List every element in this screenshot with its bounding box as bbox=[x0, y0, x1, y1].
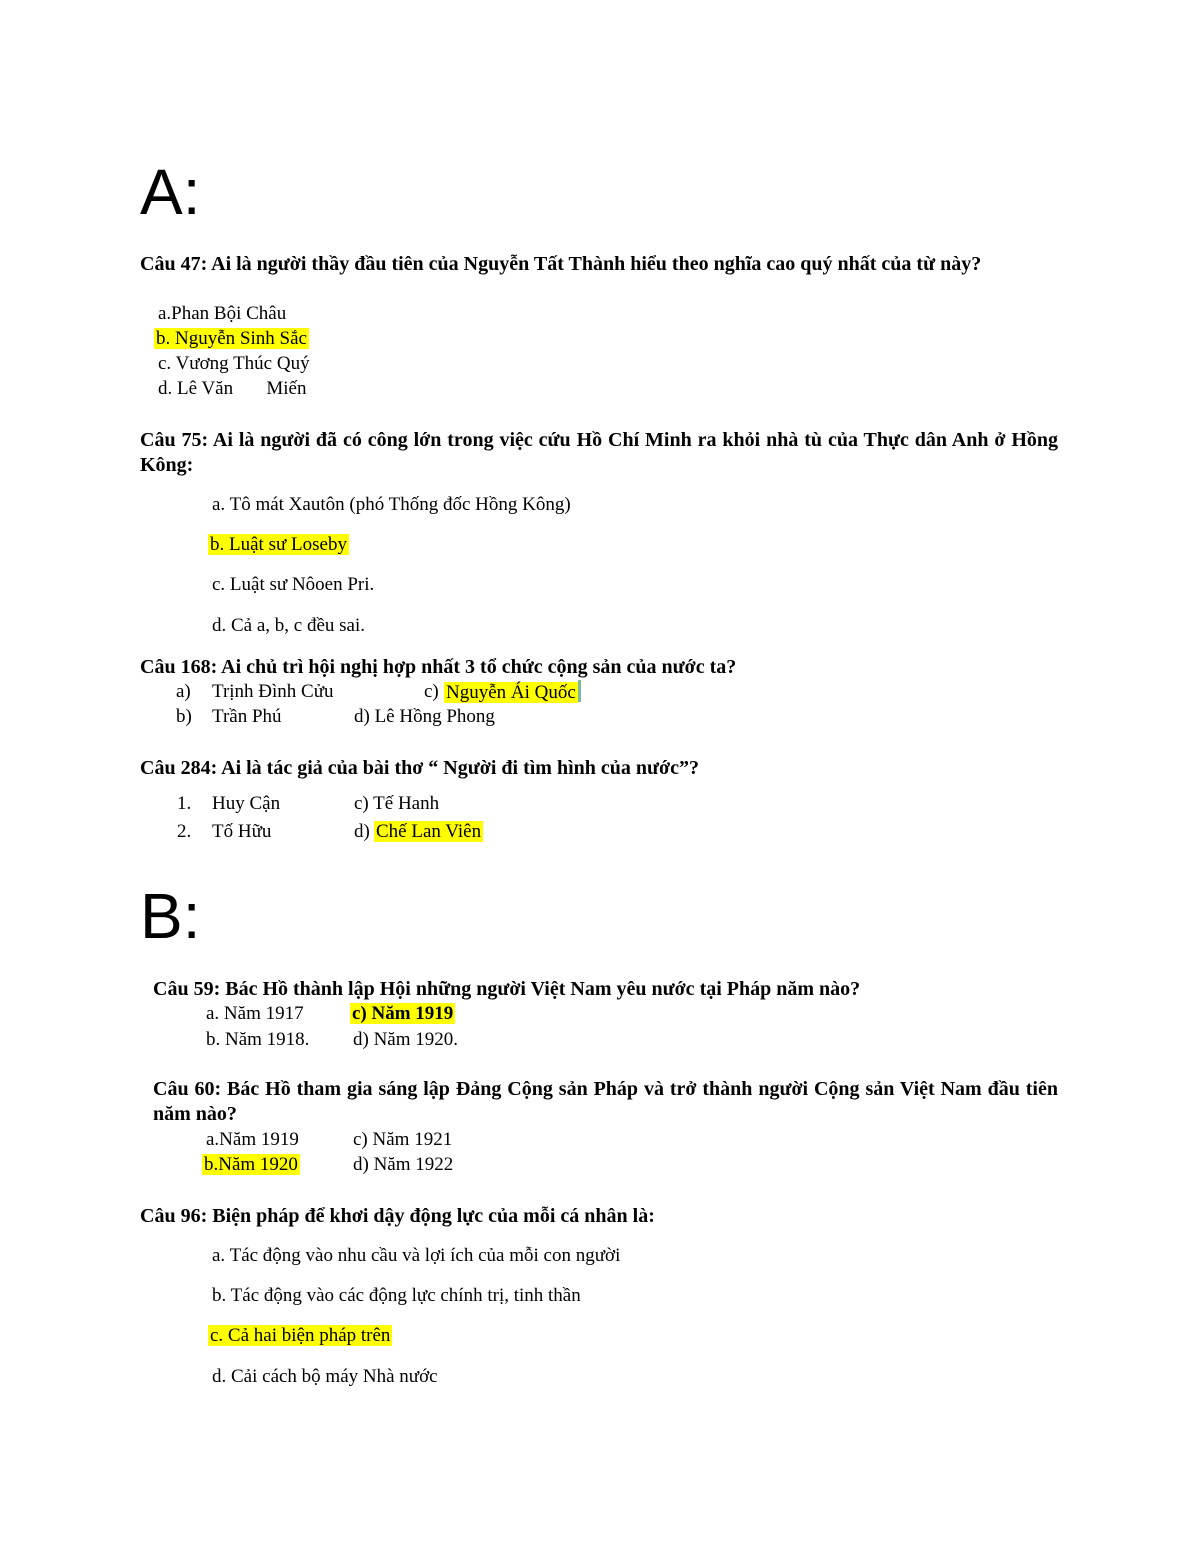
q284-option-d-marker: d) bbox=[354, 821, 370, 842]
q168-option-c-text: Nguyễn Ái Quốc bbox=[446, 682, 576, 703]
q168-option-c bbox=[444, 680, 581, 705]
q75-option-c: c. Luật sư Nôoen Pri. bbox=[212, 574, 375, 595]
q59-option-b: b. Năm 1918. bbox=[206, 1029, 310, 1050]
q96-option-d: d. Cải cách bộ máy Nhà nước bbox=[212, 1366, 438, 1387]
q75-option-b-text: b. Luật sư Loseby bbox=[210, 534, 347, 555]
q60-option-a: a.Năm 1919 bbox=[206, 1129, 299, 1150]
q96-option-b: b. Tác động vào các động lực chính trị, tinh thần bbox=[212, 1285, 581, 1306]
q59-option-c-text: c) Năm 1919 bbox=[352, 1003, 454, 1024]
q168-option-c-marker: c) bbox=[424, 681, 439, 702]
q168-question: Câu 168: Ai chủ trì hội nghị hợp nhất 3 tổ chức cộng sản của nước ta? bbox=[140, 656, 737, 678]
q75-question: Câu 75: Ai là người đã có công lớn trong việc cứu Hồ Chí Minh ra khỏi nhà tù của Thực dân Anh ở Hồng Kông: bbox=[140, 429, 1058, 476]
q47-question: Câu 47: Ai là người thầy đầu tiên của Nguyễn Tất Thành hiểu theo nghĩa cao quý nhất của từ này? bbox=[140, 253, 982, 275]
q168-option-b: Trần Phú bbox=[212, 706, 282, 727]
q47-option-c: c. Vương Thúc Quý bbox=[158, 353, 310, 374]
q284-option-d bbox=[374, 820, 483, 844]
section-a-heading: A: bbox=[140, 156, 201, 228]
q59-question: Câu 59: Bác Hồ thành lập Hội những người Việt Nam yêu nước tại Pháp năm nào? bbox=[153, 978, 861, 1000]
q168-option-b-marker: b) bbox=[176, 706, 192, 727]
q96-option-a: a. Tác động vào nhu cầu và lợi ích của mỗi con người bbox=[212, 1245, 621, 1266]
q96-question: Câu 96: Biện pháp để khơi dậy động lực của mỗi cá nhân là: bbox=[140, 1205, 655, 1227]
q284-number-2: 2. bbox=[177, 821, 192, 842]
q284-option-2: Tố Hữu bbox=[212, 821, 272, 842]
q60-option-c: c) Năm 1921 bbox=[353, 1129, 453, 1150]
q75-option-b bbox=[208, 533, 349, 557]
q60-option-b bbox=[202, 1153, 300, 1177]
q96-option-c-text: c. Cả hai biện pháp trên bbox=[210, 1325, 391, 1346]
q75-option-a: a. Tô mát Xautôn (phó Thống đốc Hồng Kông) bbox=[212, 494, 571, 515]
q168-option-a-marker: a) bbox=[176, 681, 191, 702]
q75-option-d: d. Cả a, b, c đều sai. bbox=[212, 615, 366, 636]
q60-question: Câu 60: Bác Hồ tham gia sáng lập Đảng Cộng sản Pháp và trở thành người Cộng sản Việt Nam đầu tiên năm nào? bbox=[153, 1078, 1058, 1125]
q59-option-c bbox=[350, 1002, 455, 1026]
q96-option-c bbox=[208, 1324, 392, 1348]
q168-option-a: Trịnh Đình Cửu bbox=[212, 681, 334, 702]
q47-option-d: d. Lê Văn Miến bbox=[158, 378, 307, 399]
q47-option-b bbox=[154, 327, 309, 351]
q284-question: Câu 284: Ai là tác giả của bài thơ “ Người đi tìm hình của nước”? bbox=[140, 757, 699, 779]
q284-number-1: 1. bbox=[177, 793, 192, 814]
text-cursor bbox=[578, 680, 581, 702]
q60-option-d: d) Năm 1922 bbox=[353, 1154, 454, 1175]
q284-option-1: Huy Cận bbox=[212, 793, 281, 814]
q59-option-d: d) Năm 1920. bbox=[353, 1029, 459, 1050]
q284-option-d-text: Chế Lan Viên bbox=[376, 821, 482, 842]
q168-option-d: d) Lê Hồng Phong bbox=[354, 706, 495, 727]
section-b-heading: B: bbox=[140, 880, 201, 952]
q47-option-a: a.Phan Bội Châu bbox=[158, 303, 287, 324]
q60-option-b-text: b.Năm 1920 bbox=[204, 1154, 298, 1175]
q284-option-c: c) Tế Hanh bbox=[354, 793, 440, 814]
q59-option-a: a. Năm 1917 bbox=[206, 1003, 304, 1024]
q47-option-b-text: b. Nguyễn Sinh Sắc bbox=[156, 328, 307, 349]
